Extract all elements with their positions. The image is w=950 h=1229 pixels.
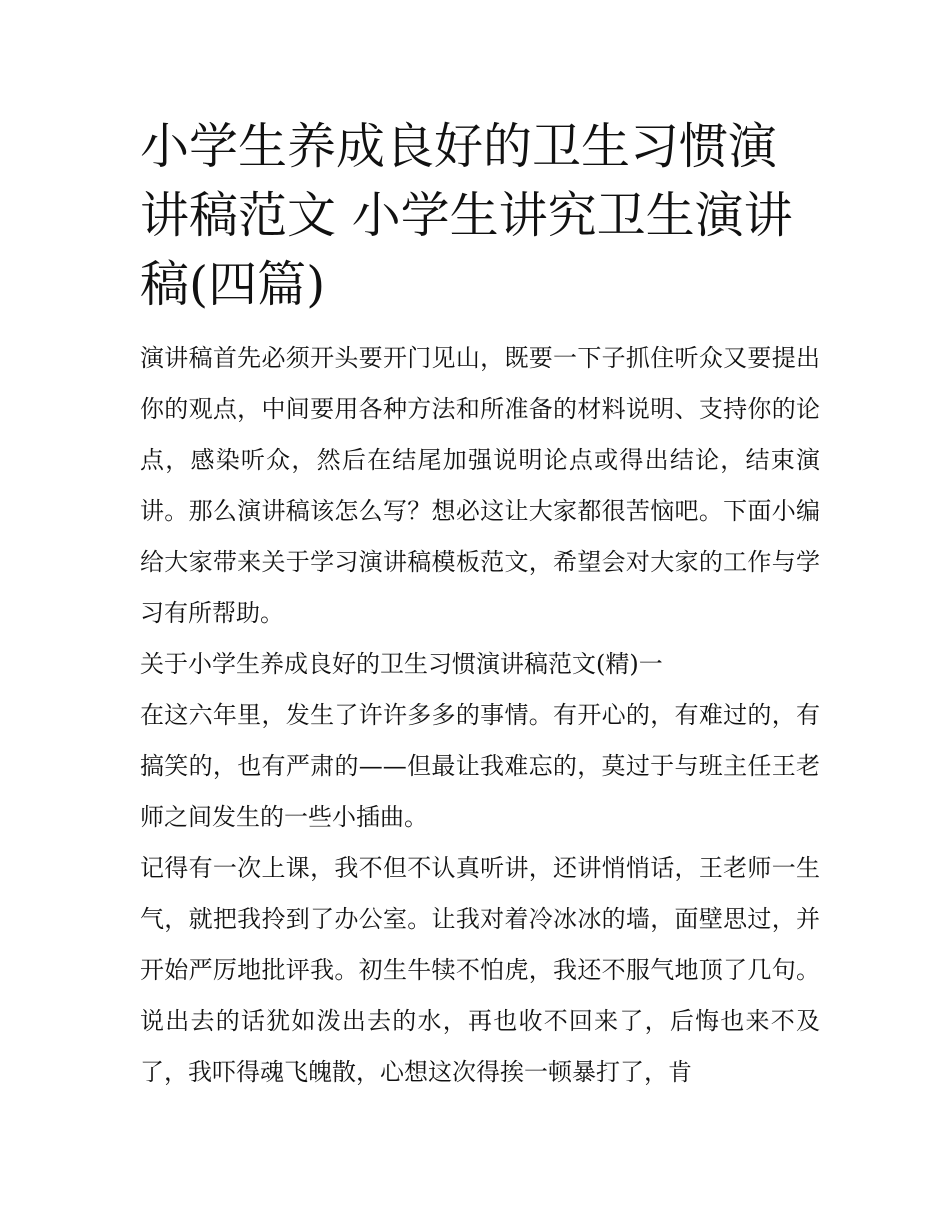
body-paragraph: 记得有一次上课，我不但不认真听讲，还讲悄悄话，王老师一生气，就把我拎到了办公室。让我对着冷冰冰的墙，面壁思过，并开始严厉地批评我。初生牛犊不怕虎，我还不服气地顶了几句。说出去的话犹如泼出去的水，再也收不回来了，后悔也来不及了，我吓得魂飞魄散，心想这次得挨一顿暴打了，肯 — [140, 854, 820, 1086]
document-body — [140, 333, 820, 1098]
body-paragraph: 在这六年里，发生了许许多多的事情。有开心的，有难过的，有搞笑的，也有严肃的——但最让我难忘的，莫过于与班主任王老师之间发生的一些小插曲。 — [140, 701, 820, 831]
document-title: 小学生养成良好的卫生习惯演讲稿范文 小学生讲究卫生演讲稿(四篇) — [140, 118, 793, 313]
section-heading: 关于小学生养成良好的卫生习惯演讲稿范文(精)一 — [140, 650, 663, 678]
document-page — [140, 112, 820, 1098]
intro-paragraph: 演讲稿首先必须开头要开门见山，既要一下子抓住听众又要提出你的观点，中间要用各种方法和所准备的材料说明、支持你的论点，感染听众，然后在结尾加强说明论点或得出结论，结束演讲。那么演讲稿该怎么写？想必这让大家都很苦恼吧。下面小编给大家带来关于学习演讲稿模板范文，希望会对大家的工作与学习有所帮助。 — [140, 344, 820, 627]
